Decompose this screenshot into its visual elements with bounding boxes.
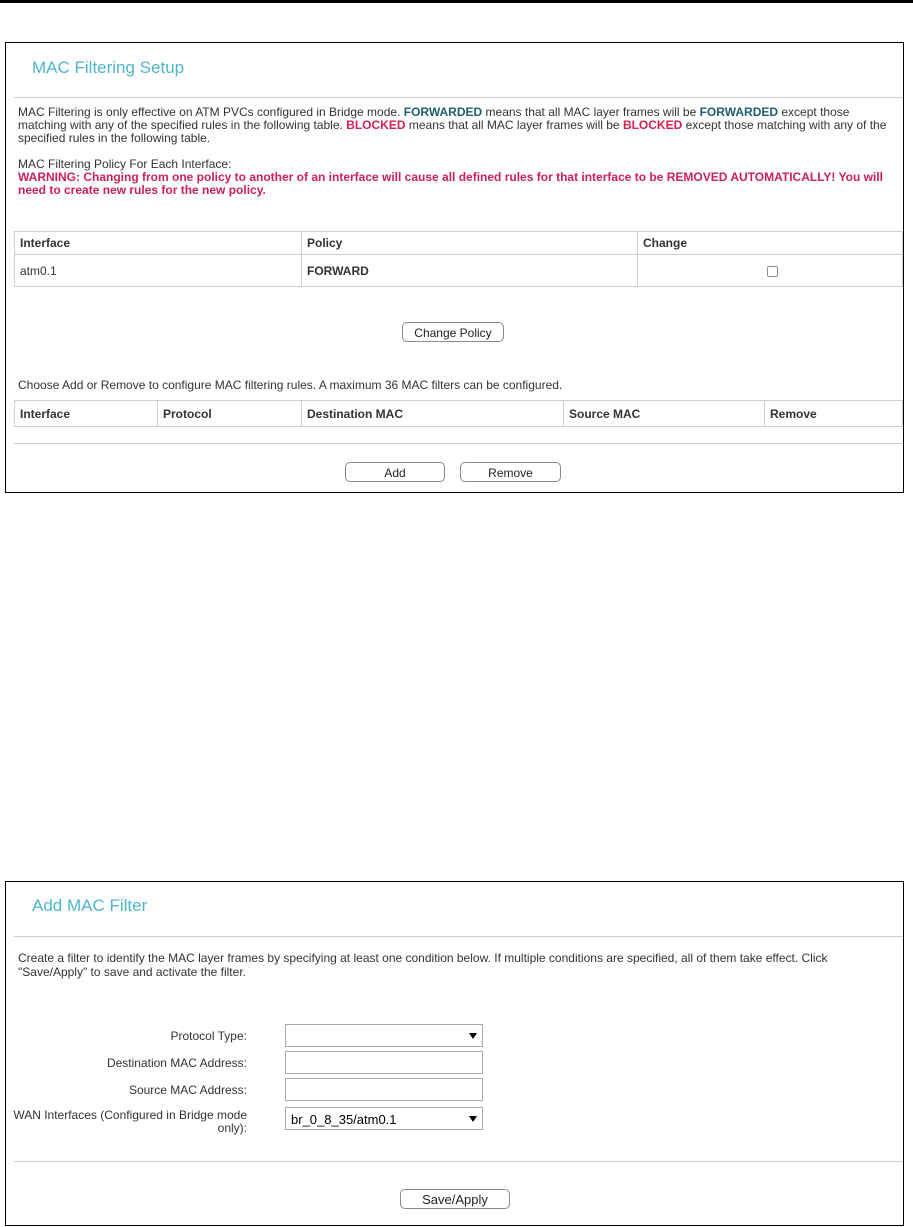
wan-interface-select[interactable] [285,1107,483,1130]
policy-heading: MAC Filtering Policy For Each Interface: [18,157,232,171]
change-checkbox[interactable] [767,266,778,277]
rules-table [14,400,903,427]
dropdown-arrow-icon [469,1033,477,1039]
add-mac-filter-panel [5,881,904,1226]
dest-mac-input[interactable] [285,1051,483,1074]
section-divider [14,443,903,444]
keyword-blocked: BLOCKED [346,118,406,132]
column-header: Protocol [158,401,302,427]
wan-interfaces-label: WAN Interfaces (Configured in Bridge mode only): [13,1108,247,1135]
remove-button[interactable]: Remove [460,462,561,482]
intro-text: MAC Filtering is only effective on ATM PVCs configured in Bridge mode. FORWARDED means that all MAC layer frames will be FORWARDED except those matching with any of the specified rules in the following table. BLOCKED means that all MAC layer frames will be BLOCKED except those matching with any of the specified rules in the following table. [18,105,887,145]
column-header: Interface [15,232,302,255]
table-row [15,255,903,287]
protocol-type-select[interactable] [285,1024,483,1047]
policy-table [14,231,903,287]
mac-filtering-setup-panel [5,42,904,493]
panel-title: MAC Filtering Setup [32,58,185,77]
column-header: Remove [765,401,903,427]
column-header: Policy [302,232,638,255]
title-divider [14,936,903,937]
keyword-forwarded: FORWARDED [403,105,483,119]
add-button[interactable]: Add [345,462,445,482]
rules-note: Choose Add or Remove to configure MAC filtering rules. A maximum 36 MAC filters can be configured. [18,378,563,392]
interface-cell: atm0.1 [15,255,302,287]
source-mac-label: Source MAC Address: [128,1083,247,1097]
column-header: Source MAC [564,401,765,427]
wan-interface-value: br_0_8_35/atm0.1 [291,1112,397,1127]
title-divider [14,97,903,98]
policy-cell: FORWARD [302,255,638,287]
table-header-row [15,401,903,427]
description-text: Create a filter to identify the MAC layer frames by specifying at least one condition below. If multiple conditions are specified, all of them take effect. Click "Save/Apply" to save and activate the filter. [18,951,828,979]
source-mac-input[interactable] [285,1078,483,1101]
change-cell [638,255,903,287]
change-policy-button[interactable]: Change Policy [402,322,504,342]
save-apply-button[interactable]: Save/Apply [400,1189,510,1209]
warning-text: WARNING: Changing from one policy to another of an interface will cause all defined rules for that interface to be REMOVED AUTOMATICALLY! You will need to create new rules for the new policy. [18,170,883,197]
dropdown-arrow-icon [469,1116,477,1122]
table-header-row [15,232,903,255]
panel-title: Add MAC Filter [32,896,148,915]
dest-mac-label: Destination MAC Address: [106,1056,247,1070]
section-divider [14,1161,903,1162]
column-header: Interface [15,401,158,427]
keyword-forwarded: FORWARDED [699,105,779,119]
column-header: Destination MAC [302,401,564,427]
keyword-blocked: BLOCKED [622,118,683,132]
column-header: Change [638,232,903,255]
protocol-type-label: Protocol Type: [170,1029,247,1043]
top-divider [0,0,913,3]
